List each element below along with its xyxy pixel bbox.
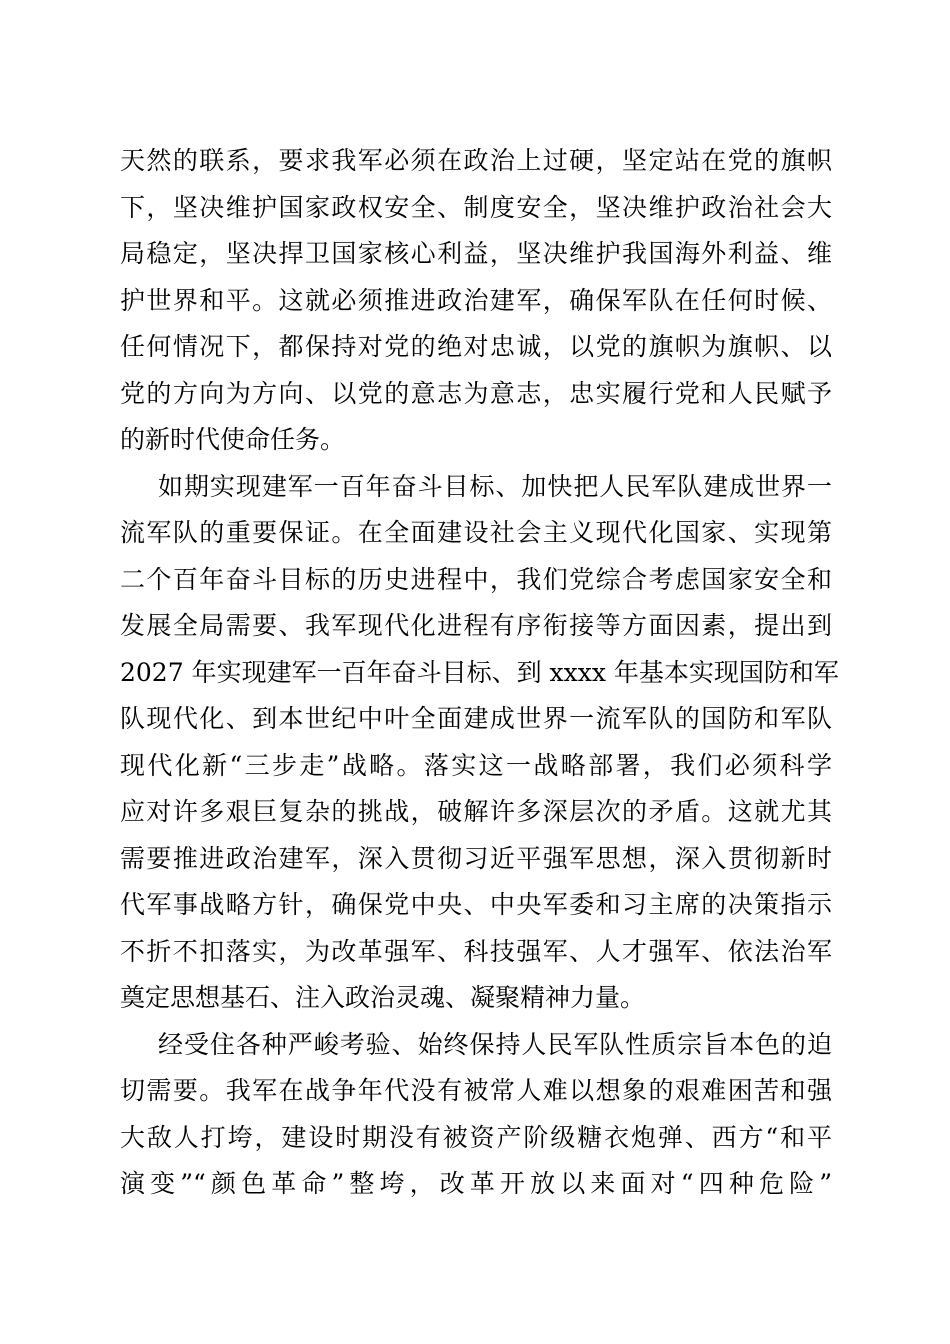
text-line: 天然的联系，要求我军必须在政治上过硬，坚定站在党的旗帜: [120, 146, 832, 175]
text-line: 不折不扣落实，为改革强军、科技强军、人才强军、依法治军: [120, 936, 832, 966]
text-line: 奠定思想基石、注入政治灵魂、凝聚精神力量。: [120, 983, 646, 1012]
text-line: 现代化新“三步走”战略。落实这一战略部署，我们必须科学: [120, 750, 832, 780]
text-line: 大敌人打垮，建设时期没有被资产阶级糖衣炮弹、西方“和平: [120, 1122, 832, 1152]
text-line: 队现代化、到本世纪中叶全面建成世界一流军队的国防和军队: [120, 704, 832, 733]
text-line: 流军队的重要保证。在全面建设社会主义现代化国家、实现第: [120, 518, 832, 547]
document-body: [120, 138, 839, 1208]
paragraph-2: [120, 464, 839, 1022]
text-line: 应对许多艰巨复杂的挑战，破解许多深层次的矛盾。这就尤其: [120, 797, 832, 826]
text-line: 护世界和平。这就必须推进政治建军，确保军队在任何时候、: [120, 285, 832, 315]
text-line: 代军事战略方针，确保党中央、中央军委和习主席的决策指示: [120, 890, 832, 919]
text-line: 任何情况下，都保持对党的绝对忠诚，以党的旗帜为旗帜、以: [120, 332, 832, 361]
text-line: 演变”“颜色革命”整垮，改革开放以来面对“四种危险”: [120, 1169, 832, 1198]
text-line: 的新时代使命任务。: [120, 425, 346, 454]
paragraph-3: [120, 1022, 832, 1208]
text-line: 经受住各种严峻考验、始终保持人民军队性质宗旨本色的迫: [158, 1029, 832, 1059]
text-line: 二个百年奋斗目标的历史进程中，我们党综合考虑国家安全和: [120, 564, 832, 594]
paragraph-1: [120, 138, 832, 464]
text-line: 需要推进政治建军，深入贯彻习近平强军思想，深入贯彻新时: [120, 843, 832, 873]
text-line: 2027 年实现建军一百年奋斗目标、到 xxxx 年基本实现国防和军: [120, 657, 839, 687]
text-line: 发展全局需要、我军现代化进程有序衔接等方面因素，提出到: [120, 611, 832, 640]
text-line: 局稳定，坚决捍卫国家核心利益，坚决维护我国海外利益、维: [120, 239, 832, 268]
text-line: 如期实现建军一百年奋斗目标、加快把人民军队建成世界一: [158, 471, 832, 501]
text-line: 下，坚决维护国家政权安全、制度安全，坚决维护政治社会大: [120, 192, 832, 222]
text-line: 切需要。我军在战争年代没有被常人难以想象的艰难困苦和强: [120, 1076, 832, 1105]
text-line: 党的方向为方向、以党的意志为意志，忠实履行党和人民赋予: [120, 378, 832, 408]
